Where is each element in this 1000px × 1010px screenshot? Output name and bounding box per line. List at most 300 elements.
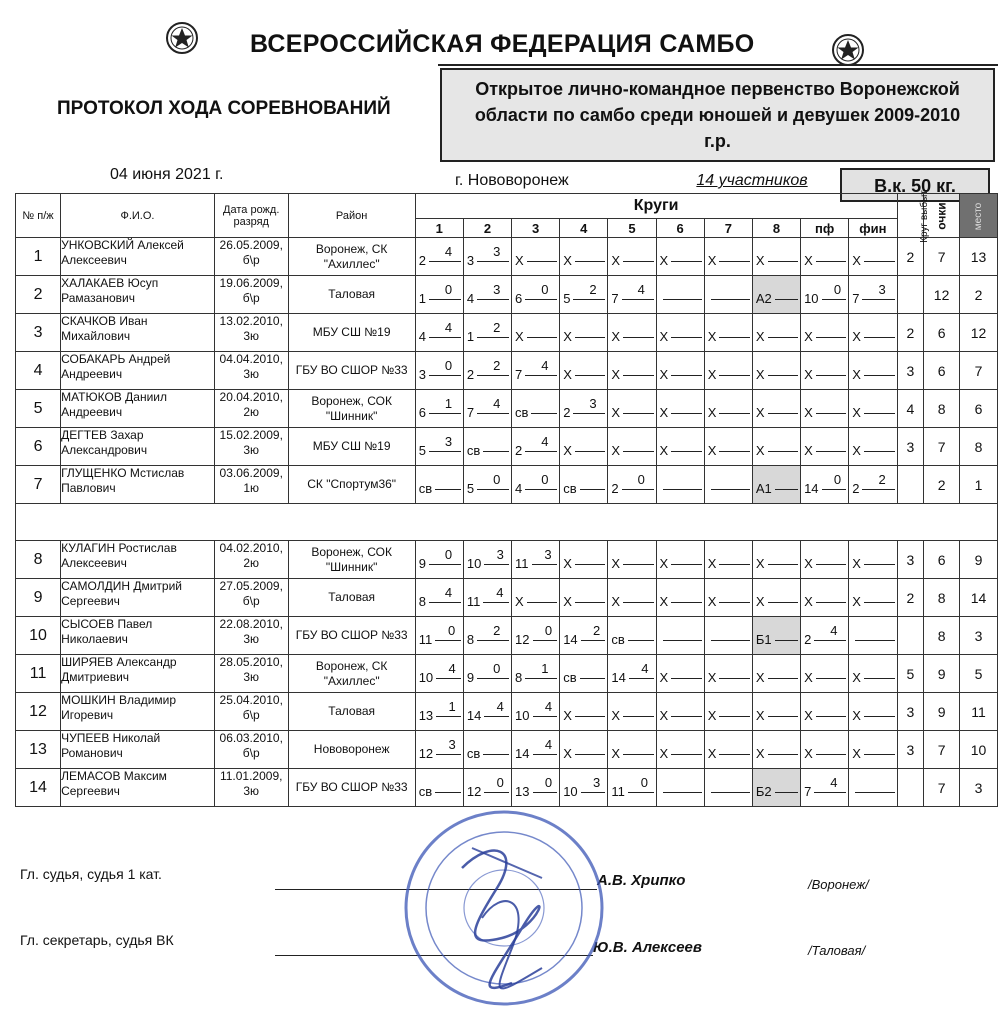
round-result	[657, 238, 704, 275]
participant-dob	[214, 541, 288, 579]
participant-number: 6	[16, 428, 61, 466]
birth-date: 13.02.2010,	[219, 314, 283, 328]
participant-number: 12	[16, 693, 61, 731]
round-cell	[656, 390, 704, 428]
round-opponent: 9	[418, 556, 426, 571]
round-cell	[656, 352, 704, 390]
round-cell	[415, 693, 463, 731]
round-line	[864, 450, 895, 452]
round-result	[801, 238, 848, 275]
participant-surname-first-name: КУЛАГИН Ростислав	[61, 541, 177, 555]
out-round	[897, 769, 924, 807]
participant-patronymic: Романович	[61, 746, 123, 760]
round-cell	[463, 238, 511, 276]
round-cell	[608, 541, 656, 579]
round-opponent: 4	[418, 329, 426, 344]
participant-surname-first-name: МАТЮКОВ Даниил	[61, 390, 167, 404]
round-cell	[415, 276, 463, 314]
round-line	[663, 298, 702, 300]
round-line	[477, 244, 509, 262]
round-opponent: Х	[755, 556, 765, 571]
round-result	[608, 769, 655, 806]
round-line	[533, 737, 558, 755]
round-cell	[463, 579, 511, 617]
round-result	[464, 238, 511, 275]
round-result	[705, 276, 752, 313]
round-cell	[849, 617, 897, 655]
round-opponent: Х	[659, 556, 669, 571]
round-opponent: 2	[611, 481, 619, 496]
round-result	[801, 352, 848, 389]
round-line	[711, 791, 750, 793]
points: 7	[924, 731, 960, 769]
round-score: 0	[448, 623, 456, 638]
out-round	[897, 466, 924, 504]
out-round: 4	[897, 390, 924, 428]
round-line	[719, 412, 750, 414]
header-round-2: 2	[463, 219, 511, 238]
round-cell	[849, 238, 897, 276]
round-opponent: 3	[466, 253, 475, 268]
participant-name	[61, 617, 215, 655]
round-result	[512, 541, 559, 578]
round-score: 1	[444, 396, 453, 411]
secretary-name: Ю.В. Алексеев	[593, 939, 702, 956]
round-opponent: Х	[707, 708, 717, 723]
round-opponent: Х	[659, 405, 669, 420]
sport-rank: 3ю	[243, 443, 260, 457]
round-opponent: 9	[466, 670, 475, 685]
birth-date: 15.02.2009,	[219, 428, 283, 442]
participant-surname-first-name: ЛЕМАСОВ Максим	[61, 769, 167, 783]
participant-name	[61, 428, 215, 466]
round-line	[533, 699, 558, 717]
round-cell	[752, 579, 800, 617]
header-round-3: 3	[512, 219, 560, 238]
points: 9	[924, 655, 960, 693]
round-cell	[801, 579, 849, 617]
round-result	[849, 238, 896, 275]
round-cell	[512, 541, 560, 579]
round-opponent: 5	[563, 291, 571, 306]
round-line	[623, 753, 654, 755]
round-result	[801, 390, 848, 427]
out-round: 2	[897, 579, 924, 617]
round-line	[623, 450, 654, 452]
round-result	[512, 769, 559, 806]
out-round: 2	[897, 314, 924, 352]
round-score: 3	[444, 434, 453, 449]
participant-surname-first-name: УНКОВСКИЙ Алексей	[61, 238, 184, 252]
round-result	[560, 428, 607, 465]
round-cell	[608, 693, 656, 731]
round-result	[801, 314, 848, 351]
sport-rank: 3ю	[243, 329, 260, 343]
table-row	[16, 617, 998, 655]
round-cell	[801, 238, 849, 276]
round-cell	[849, 693, 897, 731]
round-score: 4	[448, 661, 456, 676]
round-result	[801, 617, 848, 654]
table-row	[16, 428, 998, 466]
round-line	[816, 374, 847, 376]
round-opponent: 10	[515, 708, 530, 723]
round-line	[864, 412, 895, 414]
round-opponent: 7	[515, 367, 523, 382]
weight-category: В.к. 50 кг.	[840, 168, 990, 202]
round-result	[849, 579, 896, 616]
round-opponent: Х	[659, 253, 669, 268]
participant-name	[61, 238, 215, 276]
round-score: 4	[830, 775, 838, 790]
round-result	[416, 579, 463, 616]
round-cell	[656, 276, 704, 314]
round-score: 0	[640, 775, 648, 790]
round-opponent: Х	[755, 443, 765, 458]
round-result	[512, 390, 559, 427]
round-line	[768, 450, 799, 452]
round-opponent: Х	[611, 253, 621, 268]
round-line	[671, 753, 702, 755]
round-opponent: 11	[611, 784, 625, 799]
participant-patronymic: Андреевич	[61, 367, 123, 381]
round-score: 0	[544, 623, 553, 638]
round-result	[560, 541, 607, 578]
birth-date: 11.01.2009,	[219, 769, 283, 783]
place: 11	[960, 693, 998, 731]
round-line	[525, 472, 557, 490]
participant-name	[61, 352, 215, 390]
round-line	[768, 715, 799, 717]
round-cell	[608, 390, 656, 428]
points: 6	[924, 541, 960, 579]
round-score: 0	[444, 358, 453, 373]
round-opponent: Х	[804, 405, 813, 420]
round-line	[429, 434, 461, 452]
round-cell	[704, 276, 752, 314]
round-score: 2	[493, 623, 501, 638]
round-opponent: Х	[852, 367, 861, 382]
participant-surname-first-name: ДЕГТЕВ Захар	[61, 428, 144, 442]
round-result	[560, 769, 607, 806]
round-opponent: 10	[804, 291, 819, 306]
round-cell	[512, 352, 560, 390]
header-round-10: фин	[849, 219, 897, 238]
round-result	[560, 238, 607, 275]
round-cell	[512, 314, 560, 352]
round-score: 4	[544, 699, 553, 714]
participant-surname-first-name: СЫСОЕВ Павел	[61, 617, 153, 631]
round-opponent: 7	[852, 291, 860, 306]
header-round-9: пф	[801, 219, 849, 238]
round-line	[429, 547, 461, 565]
round-line	[435, 488, 461, 490]
round-result	[560, 352, 607, 389]
points: 7	[924, 769, 960, 807]
round-opponent: Х	[852, 405, 861, 420]
birth-date: 28.05.2010,	[219, 655, 283, 669]
round-line	[816, 601, 847, 603]
points: 9	[924, 693, 960, 731]
round-score: 3	[493, 282, 501, 297]
points: 7	[924, 238, 960, 276]
round-line	[629, 661, 654, 679]
round-line	[768, 374, 799, 376]
round-opponent: 8	[515, 670, 523, 685]
round-cell	[560, 693, 608, 731]
secretary-city: /Таловая/	[808, 943, 866, 958]
place: 7	[960, 352, 998, 390]
out-round: 3	[897, 731, 924, 769]
participant-dob	[214, 390, 288, 428]
participant-patronymic: Николаевич	[61, 632, 128, 646]
round-cell	[849, 655, 897, 693]
round-cell	[463, 731, 511, 769]
participant-dob	[214, 466, 288, 504]
round-result	[753, 238, 800, 275]
table-row	[16, 655, 998, 693]
points: 8	[924, 390, 960, 428]
header-name: Ф.И.О.	[61, 194, 215, 238]
round-opponent: 13	[515, 784, 530, 799]
participant-name	[61, 466, 215, 504]
round-cell	[704, 466, 752, 504]
round-cell	[463, 314, 511, 352]
round-result	[464, 276, 511, 313]
round-cell	[512, 390, 560, 428]
participant-name	[61, 314, 215, 352]
round-result	[753, 352, 800, 389]
round-opponent: Х	[563, 556, 572, 571]
round-result	[849, 541, 896, 578]
round-line	[477, 661, 509, 679]
round-cell	[752, 466, 800, 504]
round-opponent: 4	[466, 291, 475, 306]
round-cell	[656, 466, 704, 504]
round-score: 2	[878, 472, 886, 487]
header-district: Район	[288, 194, 415, 238]
round-result	[512, 428, 559, 465]
round-result	[464, 541, 511, 578]
out-round: 3	[897, 541, 924, 579]
round-opponent: Х	[659, 329, 669, 344]
round-cell	[415, 238, 463, 276]
round-line	[864, 601, 895, 603]
participant-name	[61, 769, 215, 807]
round-cell	[512, 731, 560, 769]
participant-dob	[214, 655, 288, 693]
round-opponent: св	[563, 670, 577, 685]
round-result	[608, 466, 655, 503]
round-line	[816, 677, 847, 679]
round-cell	[463, 541, 511, 579]
round-cell	[656, 541, 704, 579]
round-result	[705, 428, 752, 465]
round-cell	[512, 655, 560, 693]
round-line	[671, 450, 702, 452]
round-cell	[752, 390, 800, 428]
competition-date: 04 июня 2021 г.	[110, 166, 224, 183]
participant-dob	[214, 769, 288, 807]
round-cell	[512, 238, 560, 276]
participant-district: МБУ СШ №19	[288, 428, 415, 466]
round-cell	[415, 466, 463, 504]
round-result	[512, 314, 559, 351]
round-cell	[608, 238, 656, 276]
round-result	[657, 655, 704, 692]
round-opponent: Х	[755, 367, 765, 382]
round-cell	[849, 352, 897, 390]
round-opponent: Х	[804, 670, 813, 685]
round-result	[608, 541, 655, 578]
participant-patronymic: Алексеевич	[61, 253, 127, 267]
round-line	[768, 412, 799, 414]
round-line	[711, 298, 750, 300]
round-line	[525, 358, 557, 376]
round-cell	[463, 352, 511, 390]
round-opponent: Х	[563, 708, 572, 723]
round-opponent: Х	[611, 708, 621, 723]
round-opponent: Х	[804, 594, 813, 609]
round-score: 4	[541, 434, 549, 449]
round-result	[753, 390, 800, 427]
round-score: 0	[541, 472, 549, 487]
round-opponent: Х	[852, 329, 861, 344]
round-result	[512, 579, 559, 616]
round-cell	[752, 769, 800, 807]
round-score: 0	[444, 282, 453, 297]
round-result	[464, 579, 511, 616]
participant-dob	[214, 579, 288, 617]
round-line	[775, 639, 798, 641]
round-line	[527, 260, 558, 262]
round-line	[768, 753, 799, 755]
round-opponent: 1	[466, 329, 475, 344]
participant-district: Воронеж, СК "Ахиллес"	[288, 238, 415, 276]
round-line	[814, 623, 846, 641]
round-opponent: Х	[659, 367, 669, 382]
round-line	[671, 260, 702, 262]
round-opponent: Х	[852, 253, 861, 268]
round-opponent: 14	[466, 708, 482, 723]
round-opponent: Х	[707, 405, 717, 420]
sambo-emblem-left-icon	[166, 22, 198, 54]
header-round-1: 1	[415, 219, 463, 238]
round-line	[533, 775, 558, 793]
sport-rank: 3ю	[243, 632, 260, 646]
round-opponent: 12	[418, 746, 434, 761]
round-opponent: Х	[515, 329, 524, 344]
round-cell	[752, 541, 800, 579]
round-result	[705, 541, 752, 578]
round-line	[483, 585, 509, 603]
round-result	[464, 390, 511, 427]
round-result	[849, 390, 896, 427]
round-cell	[801, 314, 849, 352]
participant-name	[61, 731, 215, 769]
round-opponent: Х	[563, 253, 572, 268]
round-opponent: Х	[563, 443, 572, 458]
participant-surname-first-name: ХАЛАКАЕВ Юсуп	[61, 276, 159, 290]
round-cell	[849, 769, 897, 807]
round-result	[512, 238, 559, 275]
round-opponent: Х	[804, 329, 813, 344]
round-opponent: Х	[707, 670, 717, 685]
round-result	[657, 390, 704, 427]
place: 13	[960, 238, 998, 276]
round-result	[464, 731, 511, 768]
round-opponent: Х	[852, 670, 861, 685]
event-title-box	[440, 68, 995, 162]
round-result	[705, 466, 752, 503]
round-result	[657, 693, 704, 730]
round-cell	[608, 352, 656, 390]
round-result	[753, 731, 800, 768]
round-opponent: 6	[515, 291, 523, 306]
round-cell	[801, 352, 849, 390]
round-cell	[608, 731, 656, 769]
sport-rank: 2ю	[243, 556, 260, 570]
round-result	[705, 579, 752, 616]
round-line	[525, 661, 557, 679]
round-opponent: св	[611, 632, 625, 647]
table-row	[16, 238, 998, 276]
round-line	[822, 282, 847, 300]
round-result	[753, 428, 800, 465]
round-line	[671, 412, 702, 414]
participant-patronymic: Михайлович	[61, 329, 131, 343]
event-title-line: области по самбо среди юношей и девушек 2009-2010	[474, 105, 961, 125]
round-opponent: Х	[659, 670, 669, 685]
round-line	[575, 450, 606, 452]
round-result	[416, 390, 463, 427]
round-cell	[415, 352, 463, 390]
round-cell	[608, 579, 656, 617]
sport-rank: б\р	[242, 746, 260, 760]
round-cell	[752, 693, 800, 731]
sport-rank: б\р	[242, 253, 260, 267]
round-opponent: Х	[611, 556, 621, 571]
round-result	[753, 617, 800, 654]
round-result	[657, 731, 704, 768]
round-line	[484, 547, 509, 565]
round-opponent: Х	[707, 329, 717, 344]
birth-date: 20.04.2010,	[219, 390, 283, 404]
round-cell	[801, 617, 849, 655]
birth-date: 03.06.2009,	[219, 466, 283, 480]
participant-district: ГБУ ВО СШОР №33	[288, 352, 415, 390]
round-result	[705, 693, 752, 730]
round-score: 3	[544, 547, 552, 562]
round-line	[623, 412, 654, 414]
participant-patronymic: Рамазанович	[61, 291, 135, 305]
round-cell	[463, 769, 511, 807]
round-line	[429, 396, 461, 414]
round-opponent: Х	[707, 367, 717, 382]
table-row	[16, 541, 998, 579]
round-result	[560, 731, 607, 768]
round-opponent: Х	[707, 556, 717, 571]
round-line	[775, 791, 798, 793]
round-score: 1	[448, 699, 456, 714]
participant-number: 9	[16, 579, 61, 617]
round-result	[560, 579, 607, 616]
round-opponent: Б2	[755, 784, 772, 799]
round-result	[608, 579, 655, 616]
round-line	[580, 488, 606, 490]
participant-name	[61, 390, 215, 428]
round-opponent: Х	[611, 329, 621, 344]
